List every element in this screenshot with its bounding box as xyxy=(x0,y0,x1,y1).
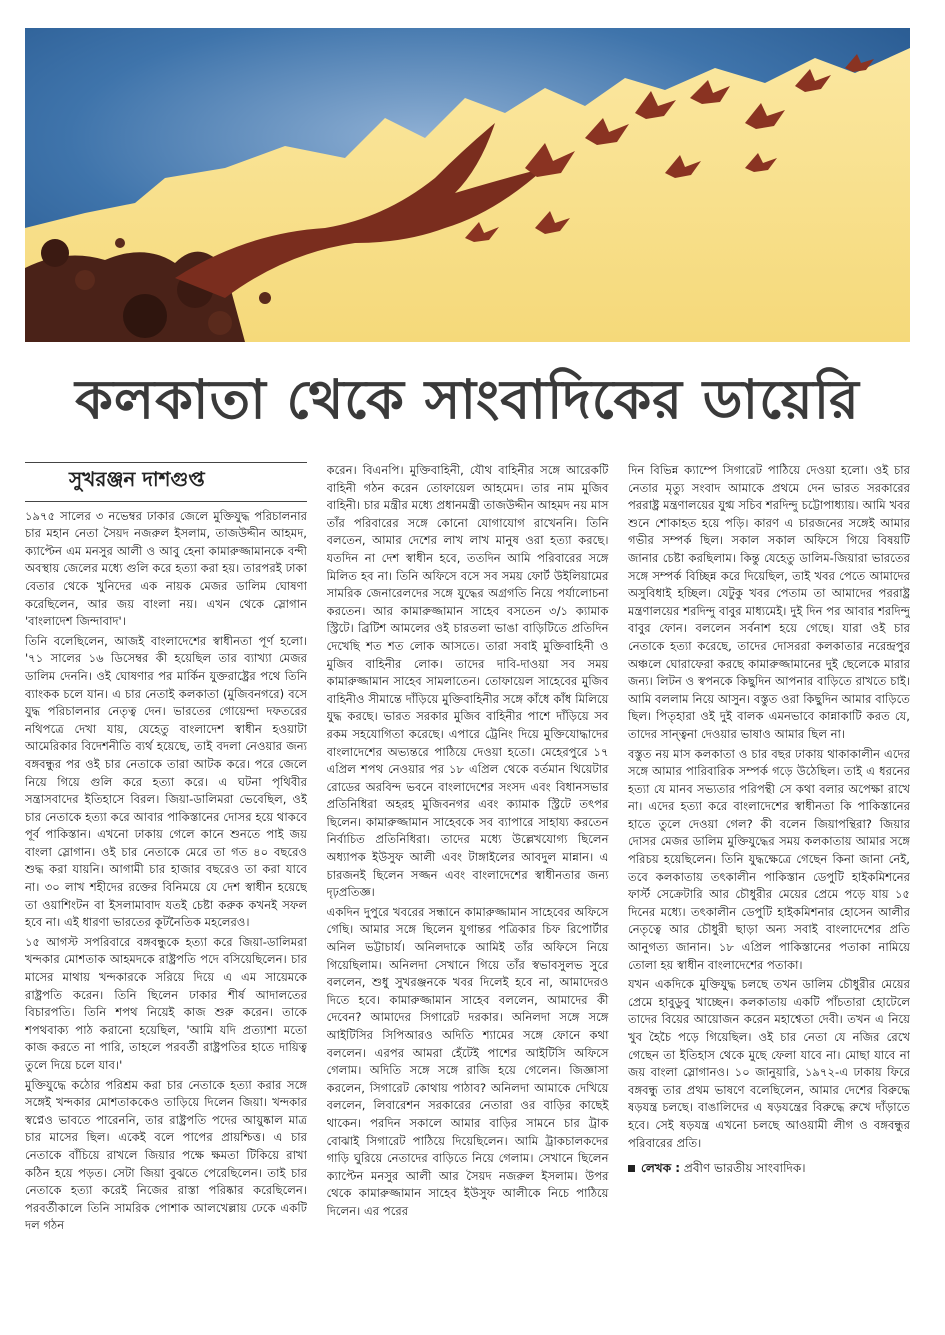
column-3 xyxy=(628,462,910,1322)
article-body xyxy=(25,462,910,1322)
paragraph: বস্তুত নয় মাস কলকাতা ও চার বছর ঢাকায় থাকাকালীন এদের সঙ্গে আমার পারিবারিক সম্পর্ক গড়ে উঠেছিল। তাই এ ধরনের হত্যা যে মানব সভ্যতার পরিপন্থী সে কথা বলার অপেক্ষা রাখে না। এদের হত্যা করে বাংলাদেশের স্বাধীনতা কি পাকিস্তানের হাতে তুলে দেওয়া গেল? কী বলেন জিয়াপন্থিরা? জিয়ার দোসর মেজর ডালিম মুক্তিযুদ্ধের সময় কলকাতায় আমার সঙ্গে পরিচয় হয়েছিলেন। তিনি যুদ্ধক্ষেত্রে গেছেন কিনা জানা নেই, তবে কলকাতায় তৎকালীন পাকিস্তান ডেপুটি হাইকমিশনের ফার্স্ট সেক্রেটারি আর চৌধুরীর মেয়ের প্রেমে পড়ে যায় ১৫ দিনের মধ্যে। তৎকালীন ডেপুটি হাইকমিশনার হোসেন আলীর নেতৃত্বে আর চৌধুরী ছাড়া অন্য সবাই বাংলাদেশের প্রতি আনুগত্য জানান। ১৮ এপ্রিল পাকিস্তানের পতাকা নামিয়ে তোলা হয় স্বাধীন বাংলাদেশের পতাকা। xyxy=(628,746,910,972)
hero-illustration xyxy=(25,28,910,342)
byline-text: প্রবীণ ভারতীয় সাংবাদিক। xyxy=(683,1161,806,1176)
headline: কলকাতা থেকে সাংবাদিকের ডায়েরি xyxy=(75,368,860,431)
paragraph: দিন বিভিন্ন ক্যাম্পে সিগারেট পাঠিয়ে দেওয়া হলো। ওই চার নেতার মৃত্যু সংবাদ আমাকে প্রথমে দেন ভারত সরকারের পররাষ্ট্র মন্ত্রণালয়ের যুগ্ম সচিব শরদিন্দু চট্টোপাধ্যায়। আমি খবর শুনে শোকাহত হয়ে পড়ি। কারণ এ চারজনের সঙ্গেই আমার গভীর সম্পর্ক ছিল। সকাল সকাল অফিসে গিয়ে বিষয়টি জানার চেষ্টা করছিলাম। কিন্তু যেহেতু ডালিম-জিয়ারা ভারতের সঙ্গে সম্পর্ক বিচ্ছিন্ন করে দিয়েছিল, তাই খবর পেতে আমাদের অসুবিধাই হচ্ছিল। যেটুকু খবর পেতাম তা আমাদের পররাষ্ট্র মন্ত্রণালয়ের শরদিন্দু বাবুর মাধ্যমেই। দুই দিন পর আবার শরদিন্দু বাবুর ফোন। বললেন সর্বনাশ হয়ে গেছে। যারা ওই চার নেতাকে হত্যা করেছে, তাদের দোসররা কলকাতার নরেন্দ্রপুর অঞ্চলে ঘোরাফেরা করছে কামারুজ্জামানের দুই ছেলেকে মারার জন্য। লিটন ও স্বপনকে কিছুদিন আপনার বাড়িতে রাখতে চাই। আমি বললাম নিয়ে আসুন। বস্তুত ওরা কিছুদিন আমার বাড়িতে ছিল। পিতৃহারা ওই দুই বালক এমনভাবে কান্নাকাটি করত যে, তাদের সান্ত্বনা দেওয়ার ভাষাও আমার ছিল না। xyxy=(628,463,910,741)
author-name: সুখরঞ্জন দাশগুপ্ত xyxy=(25,462,307,501)
paragraph: যখন একদিকে মুক্তিযুদ্ধ চলছে তখন ডালিম চৌধুরীর মেয়ের প্রেমে হাবুডুবু খাচ্ছেন। কলকাতায় একটি পাঁচতারা হোটেলে তাদের বিয়ের আয়োজন করেন মহাশ্বেতা দেবী। তখন এ নিয়ে খুব হৈচৈ পড়ে গিয়েছিল। ওই চার নেতা যে নজির রেখে গেছেন তা ইতিহাস থেকে মুছে ফেলা যাবে না। মোছা যাবে না জয় বাংলা স্লোগানও। ১০ জানুয়ারি, ১৯৭২-এ ঢাকায় ফিরে বঙ্গবন্ধু তার প্রথম ভাষণে বলেছিলেন, আমার দেশের বিরুদ্ধে ষড়যন্ত্র চলছে। বাঙালিদের এ ষড়যন্ত্রের বিরুদ্ধে রুখে দাঁড়াতে হবে। সেই ষড়যন্ত্র এখনো চলছে আওয়ামী লীগ ও বঙ্গবন্ধুর পরিবারের প্রতি। xyxy=(628,977,910,1150)
paragraph: মুক্তিযুদ্ধে কঠোর পরিশ্রম করা চার নেতাকে হত্যা করার সঙ্গে সঙ্গেই খন্দকার মোশতাককেও তাড়িয়ে দিলেন জিয়া। খন্দকার স্বপ্নেও ভাবতে পারেননি, তার রাষ্ট্রপতি পদের আয়ুষ্কাল মাত্র চার মাসের ছিল। একেই বলে পাপের প্রায়শ্চিত্ত। এ চার নেতাকে বাঁচিয়ে রাখলে জিয়ার পক্ষে ক্ষমতা টিকিয়ে রাখা কঠিন হয়ে পড়ত। সেটা জিয়া বুঝতে পেরেছিলেন। তাই চার নেতাকে হত্যা করেই নিজের রাস্তা পরিষ্কার করেছিলেন। পরবর্তীকালে তিনি সামরিক পোশাক আলখেল্লায় ঢেকে একটি দল গঠন xyxy=(25,1077,307,1233)
square-bullet-icon xyxy=(628,1165,635,1172)
column-1 xyxy=(25,462,307,1322)
paragraph: একদিন দুপুরে খবরের সন্ধানে কামারুজ্জামান সাহেবের অফিসে গেছি। আমার সঙ্গে ছিলেন যুগান্তর পত্রিকার চিফ রিপোর্টার অনিল ভট্টাচার্য। অনিলদাকে আমিই তাঁর অফিসে নিয়ে গিয়েছিলাম। অনিলদা সেখানে গিয়ে তাঁর স্বভাবসুলভ সুরে বললেন, শুধু সুখরঞ্জনকে খবর দিলেই হবে না, আমাদেরও দিতে হবে। কামারুজ্জামান সাহেব বললেন, আমাদের কী দেবেন? আমাদের সিগারেট দরকার। অনিলদা সঙ্গে সঙ্গে আইটিসির সিপিআরও অদিতি শ্যামের সঙ্গে ফোনে কথা বললেন। এরপর আমরা হেঁটেই পাশের আইটিসি অফিসে গেলাম। অদিতি সঙ্গে সঙ্গে রাজি হয়ে গেলেন। জিজ্ঞাসা করলেন, সিগারেট কোথায় পাঠাব? অনিলদা আমাকে দেখিয়ে বললেন, লিবারেশন সরকারের নেতারা ওর বাড়ির কাছেই থাকেন। পরদিন সকালে আমার বাড়ির সামনে চার ট্রাক বোঝাই সিগারেট পাঠিয়ে দিয়েছিলেন। আমি ট্রাকচালকদের গাড়ি ঘুরিয়ে নেতাদের বাড়িতে নিয়ে গেলাম। সেখানে ছিলেন ক্যাপ্টেন মনসুর আলী আর সৈয়দ নজরুল ইসলাম। উপর থেকে কামারুজ্জামান সাহেব ইউসুফ আলীকে নিচে পাঠিয়ে দিলেন। এর পরের xyxy=(326,904,609,1218)
author-byline xyxy=(628,1160,910,1178)
paragraph: ১৫ আগস্ট সপরিবারে বঙ্গবন্ধুকে হত্যা করে জিয়া-ডালিমরা খন্দকার মোশতাক আহমদকে রাষ্ট্রপতি পদে বসিয়েছিলেন। চার মাসের মাথায় খন্দকারকে সরিয়ে দিয়ে এ এম সায়েমকে রাষ্ট্রপতি করেন। তিনি ছিলেন ঢাকার শীর্ষ আদালতের বিচারপতি। তিনি শপথ নিয়েই কাজ শুরু করেন। তাকে শপথবাক্য পাঠ করানো হয়েছিল, 'আমি যদি প্রত্যাশা মতো কাজ করতে না পারি, তাহলে পরবর্তী রাষ্ট্রপতির হাতে দায়িত্ব তুলে দিয়ে চলে যাব।' xyxy=(25,934,307,1072)
paragraph: ১৯৭৫ সালের ৩ নভেম্বর ঢাকার জেলে মুক্তিযুদ্ধ পরিচালনার চার মহান নেতা সৈয়দ নজরুল ইসলাম, তাজউদ্দীন আহমদ, ক্যাপ্টেন এম মনসুর আলী ও আবু হেনা কামারুজ্জামানকে বন্দী অবস্থায় জেলের মধ্যে গুলি করে হত্যা করা হয়। তারপরই ঢাকা বেতার থেকে খুনিদের এক নায়ক মেজর ডালিম ঘোষণা করেছিলেন, আর জয় বাংলা নয়। এখন থেকে স্লোগান 'বাংলাদেশ জিন্দাবাদ'। xyxy=(25,508,307,629)
paragraph: করেন। বিএনপি। মুক্তিবাহিনী, যৌথ বাহিনীর সঙ্গে আরেকটি বাহিনী গঠন করেন তোফায়েল আহমেদ। তার নাম মুজিব বাহিনী। চার মন্ত্রীর মধ্যে প্রধানমন্ত্রী তাজউদ্দীন আহমদ নয় মাস তাঁর পরিবারের সঙ্গে কোনো যোগাযোগ রাখেননি। তিনি বলতেন, আমার দেশের লাখ লাখ মানুষ ওরা হত্যা করছে। যতদিন না দেশ স্বাধীন হবে, ততদিন আমি পরিবারের সঙ্গে মিলিত হব না। তিনি অফিসে বসে সব সময় ফোর্ট উইলিয়ামের সামরিক জেনারেলদের সঙ্গে যুদ্ধের অগ্রগতি নিয়ে পর্যালোচনা করতেন। আর কামারুজ্জামান সাহেব বসতেন ৩/১ ক্যামাক স্ট্রিটে। ব্রিটিশ আমলের ওই চারতলা ভাঙা বাড়িটিতে প্রতিদিন দেখেছি শত শত লোক আসতে। তারা সবাই মুক্তিবাহিনী ও মুজিব বাহিনীর লোক। তাদের দাবি-দাওয়া সব সময় কামারুজ্জামান সাহেব সামলাতেন। তোফায়েল সাহেবের মুজিব বাহিনীও সীমান্তে দাঁড়িয়ে মুক্তিবাহিনীর সঙ্গে কাঁধে কাঁধ মিলিয়ে যুদ্ধ করছে। ভারত সরকার মুজিব বাহিনীর পাশে দাঁড়িয়ে সব রকম সহযোগিতা করেছে। এপারে ট্রেনিং দিয়ে মুক্তিযোদ্ধাদের বাংলাদেশের অভ্যন্তরে পাঠিয়ে দেওয়া হতো। মেহেরপুরে ১৭ এপ্রিল শপথ নেওয়ার পর ১৮ এপ্রিল থেকে বর্তমান থিয়েটার রোডের অরবিন্দ ভবনে বাংলাদেশের সংসদ এবং বিধানসভার প্রতিনিধিরা অহরহ মুজিবনগর এবং ক্যামাক স্ট্রিটে তৎপর ছিলেন। কামারুজ্জামান সাহেবকে সব ব্যাপারে সাহায্য করতেন নির্বাচিত প্রতিনিধিরা। তাদের মধ্যে উল্লেখযোগ্য ছিলেন অধ্যাপক ইউসুফ আলী এবং টাঙ্গাইলের আবদুল মান্নান। এ চারজনই ছিলেন সজ্জন এবং বাংলাদেশের স্বাধীনতার জন্য দৃঢ়প্রতিজ্ঞ। xyxy=(326,463,609,900)
column-2 xyxy=(327,462,609,1322)
byline-label: লেখক : xyxy=(641,1161,681,1176)
author-divider xyxy=(25,501,307,502)
paragraph: তিনি বলেছিলেন, আজই বাংলাদেশের স্বাধীনতা পূর্ণ হলো। '৭১ সালের ১৬ ডিসেম্বর কী হয়েছিল তার ব্যাখ্যা মেজর ডালিম দেননি। ওই ঘোষণার পর মার্কিন যুক্তরাষ্ট্রের পথে তিনি ব্যাংকক চলে যান। এ চার নেতাই কলকাতা (মুজিবনগরে) বসে যুদ্ধ পরিচালনার নেতৃত্ব দেন। ভারতের গোয়েন্দা দফতরের নথিপত্রে দেখা যায়, যেহেতু বাংলাদেশ স্বাধীন হওয়াটা আমেরিকার বিদেশনীতি ব্যর্থ হয়েছে, তাই বদলা নেওয়ার জন্য বঙ্গবন্ধুর পর ওই চার নেতাকে তারা আটক করে। পরে জেলে নিয়ে গিয়ে গুলি করে হত্যা করে। এ ঘটনা পৃথিবীর সন্ত্রাসবাদের ইতিহাসে বিরল। জিয়া-ডালিমরা ভেবেছিল, ওই চার নেতাকে হত্যা করে আবার পাকিস্তানের দোসর হয়ে থাকবে পূর্ব পাকিস্তান। এখনো ঢাকায় গেলে কানে শুনতে পাই জয় বাংলা স্লোগান। ওই চার নেতাকে মেরে তা গত ৪০ বছরেও শুদ্ধ করা যায়নি। আগামী চার হাজার বছরেও তা করা যাবে না। ৩০ লাখ শহীদের রক্তের বিনিময়ে যে দেশ স্বাধীন হয়েছে তা ওয়াশিংটন বা ইসলামাবাদ যতই চেষ্টা করুক কখনই সফল হবে না। এই ধারণা ভারতের কূটনৈতিক মহলেরও। xyxy=(25,633,307,930)
